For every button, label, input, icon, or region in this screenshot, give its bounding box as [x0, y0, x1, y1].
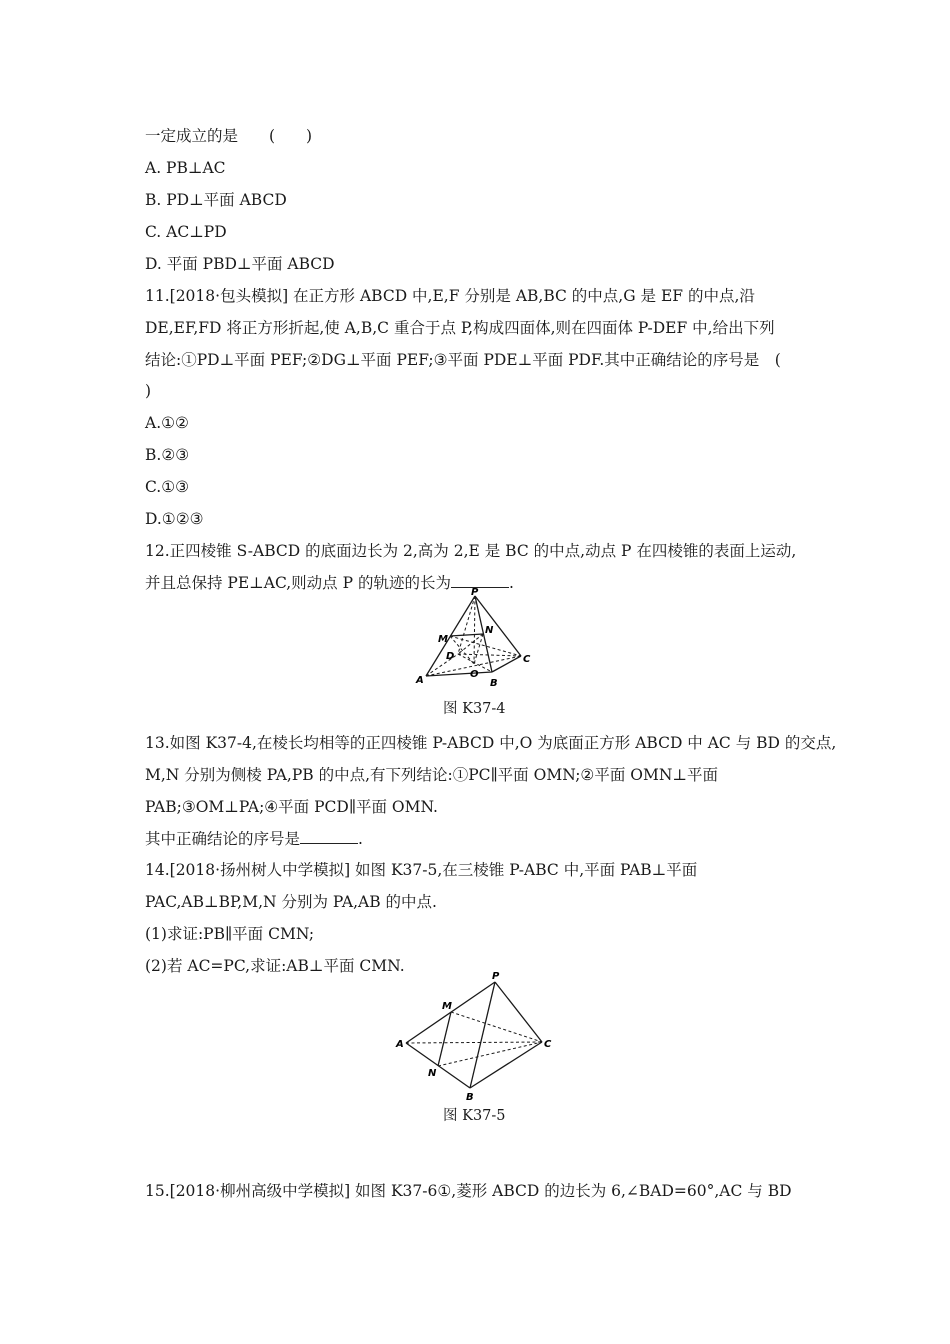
- q13-line-2: M,N 分别为侧棱 PA,PB 的中点,有下列结论:①PC∥平面 OMN;②平面 OMN⊥平面: [145, 766, 718, 784]
- label-a: A: [396, 1039, 404, 1050]
- label-p: P: [471, 588, 479, 598]
- q10-stem-tail: 一定成立的是 ( ): [145, 127, 313, 145]
- q11-option-d: D.①②③: [145, 510, 204, 528]
- q11-line-1: 11.[2018·包头模拟] 在正方形 ABCD 中,E,F 分别是 AB,BC 的中点,G 是 EF 的中点,沿: [145, 287, 755, 305]
- figure-k37-4: [410, 588, 540, 694]
- segment-nc: [438, 1042, 542, 1066]
- q11-line-4: ): [145, 382, 152, 400]
- q11-option-c: C.①③: [145, 478, 190, 496]
- q14-line-1: 14.[2018·扬州树人中学模拟] 如图 K37-5,在三棱锥 P-ABC 中,平面 PAB⊥平面: [145, 861, 698, 879]
- q10-option-a: A. PB⊥AC: [145, 159, 226, 177]
- q13-line-3: PAB;③OM⊥PA;④平面 PCD∥平面 OMN.: [145, 798, 438, 816]
- q10-option-b: B. PD⊥平面 ABCD: [145, 191, 287, 209]
- q12-line-2-end: .: [508, 574, 514, 592]
- q11-line-2: DE,EF,FD 将正方形折起,使 A,B,C 重合于点 P,构成四面体,则在四面体 P-DEF 中,给出下列: [145, 319, 775, 337]
- edge-pd: [458, 596, 475, 654]
- edge-dc: [458, 654, 521, 656]
- label-b: B: [466, 1092, 474, 1103]
- segment-no: [474, 634, 483, 664]
- segment-mn: [450, 634, 483, 636]
- label-a: A: [416, 675, 424, 686]
- q11-line-3: 结论:①PD⊥平面 PEF;②DG⊥平面 PEF;③平面 PDE⊥平面 PDF.其中正确结论的序号是 (: [145, 351, 781, 369]
- label-m: M: [442, 1001, 452, 1012]
- edge-pb: [470, 982, 495, 1088]
- label-o: O: [470, 669, 479, 680]
- segment-mc: [451, 1012, 542, 1042]
- label-p: P: [492, 971, 500, 982]
- q13-line-4: [145, 829, 363, 849]
- q15-line-1: 15.[2018·柳州高级中学模拟] 如图 K37-6①,菱形 ABCD 的边长为 6,∠BAD=60°,AC 与 BD: [145, 1182, 792, 1200]
- edge-pc: [495, 982, 542, 1042]
- figure-k37-5: [392, 968, 562, 1104]
- label-c: C: [544, 1039, 552, 1050]
- figure-k37-5-caption: 图 K37-5: [443, 1108, 506, 1124]
- q14-line-2: PAC,AB⊥BP,M,N 分别为 PA,AB 的中点.: [145, 893, 437, 911]
- label-b: B: [490, 678, 498, 689]
- label-d: D: [446, 651, 455, 662]
- q13-line-4-end: .: [358, 830, 363, 848]
- edge-ab: [426, 672, 492, 676]
- q10-option-c: C. AC⊥PD: [145, 223, 227, 241]
- edge-ac: [406, 1042, 542, 1043]
- q13-line-1: 13.如图 K37-4,在棱长均相等的正四棱锥 P-ABCD 中,O 为底面正方形 ABCD 中 AC 与 BD 的交点,: [145, 734, 837, 752]
- height-po: [474, 596, 475, 664]
- label-m: M: [438, 634, 448, 645]
- label-n: N: [428, 1068, 437, 1079]
- label-c: C: [523, 654, 531, 665]
- q13-line-4-text: 其中正确结论的序号是: [145, 830, 301, 848]
- label-n: N: [485, 625, 494, 636]
- answer-blank: [300, 829, 358, 844]
- q12-line-1: 12.正四棱锥 S-ABCD 的底面边长为 2,高为 2,E 是 BC 的中点,动点 P 在四棱锥的表面上运动,: [145, 542, 797, 560]
- q14-sub-2: (2)若 AC=PC,求证:AB⊥平面 CMN.: [145, 957, 405, 975]
- q11-option-b: B.②③: [145, 446, 190, 464]
- edge-bc: [492, 656, 521, 672]
- q11-option-a: A.①②: [145, 414, 189, 432]
- answer-blank: [451, 573, 509, 588]
- q10-option-d: D. 平面 PBD⊥平面 ABCD: [145, 255, 335, 273]
- figure-k37-4-caption: 图 K37-4: [443, 701, 506, 717]
- q14-sub-1: (1)求证:PB∥平面 CMN;: [145, 925, 315, 943]
- q12-line-2-text: 并且总保持 PE⊥AC,则动点 P 的轨迹的长为: [145, 574, 451, 592]
- edge-bc: [470, 1042, 542, 1088]
